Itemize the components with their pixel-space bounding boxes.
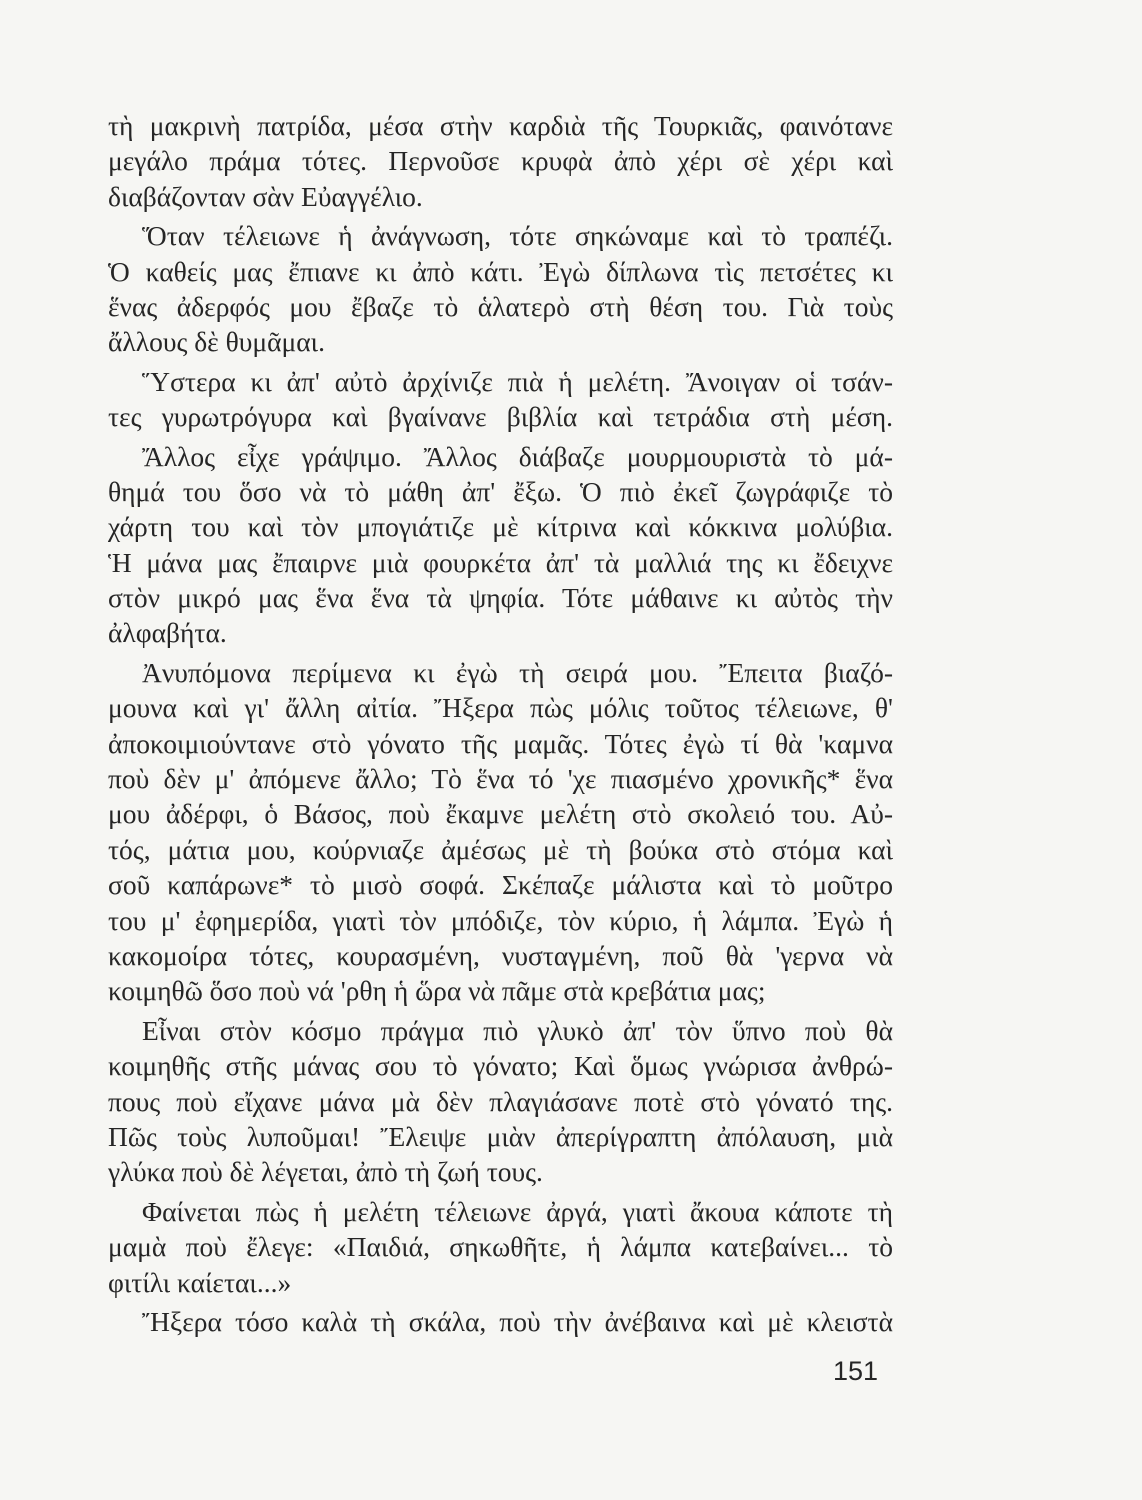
- paragraph: [108, 1304, 893, 1339]
- text-line: γλύκα ποὺ δὲ λέγεται, ἀπὸ τὴ ζωή τους.: [108, 1156, 543, 1188]
- paragraph: [108, 218, 893, 360]
- text-line: ἕνας ἀδερφός μου ἔβαζε τὸ ἁλατερὸ στὴ θέση του. Γιὰ τοὺς: [108, 290, 893, 322]
- text-line: Ὅταν τέλειωνε ἡ ἀνάγνωση, τότε σηκώναμε καὶ τὸ τραπέζι.: [142, 220, 893, 252]
- text-line: διαβάζονταν σὰν Εὐαγγέλιο.: [108, 180, 423, 212]
- text-line: τός, μάτια μου, κούρνιαζε ἀμέσως μὲ τὴ βούκα στὸ στόμα καὶ: [108, 833, 893, 865]
- page-number: 151: [832, 1356, 878, 1386]
- text-line: μουνα καὶ γι' ἄλλη αἰτία. Ἤξερα πὼς μόλις τοῦτος τέλειωνε, θ': [108, 692, 893, 724]
- text-line: Πῶς τοὺς λυποῦμαι! Ἔλειψε μιὰν ἀπερίγραπτη ἀπόλαυση, μιὰ: [108, 1120, 893, 1152]
- text-line: χάρτη του καὶ τὸν μπογιάτιζε μὲ κίτρινα καὶ κόκκινα μολύβια.: [108, 511, 893, 543]
- text-line: κοιμηθῶ ὅσο ποὺ νά 'ρθη ἡ ὥρα νὰ πᾶμε στὰ κρεβάτια μας;: [108, 975, 766, 1007]
- paragraph: [108, 1013, 893, 1190]
- paragraph: [108, 655, 893, 1009]
- text-line: Ἤξερα τόσο καλὰ τὴ σκάλα, ποὺ τὴν ἀνέβαινα καὶ μὲ κλειστὰ: [142, 1305, 893, 1337]
- text-line: Ἄλλος εἶχε γράψιμο. Ἄλλος διάβαζε μουρμουριστὰ τὸ μά-: [142, 440, 893, 472]
- text-line: πους ποὺ εἴχανε μάνα μὰ δὲν πλαγιάσανε ποτὲ στὸ γόνατό της.: [108, 1085, 893, 1117]
- text-line: μου ἀδέρφι, ὁ Βάσος, ποὺ ἔκαμνε μελέτη στὸ σκολειό του. Αὐ-: [108, 798, 893, 830]
- text-line: Ἡ μάνα μας ἔπαιρνε μιὰ φουρκέτα ἀπ' τὰ μαλλιά της κι ἔδειχνε: [108, 546, 893, 578]
- text-line: Ὕστερα κι ἀπ' αὐτὸ ἀρχίνιζε πιὰ ἡ μελέτη. Ἄνοιγαν οἱ τσάν-: [142, 365, 893, 397]
- text-line: θημά του ὅσο νὰ τὸ μάθη ἀπ' ἔξω. Ὁ πιὸ ἐκεῖ ζωγράφιζε τὸ: [108, 475, 893, 507]
- text-line: Εἶναι στὸν κόσμο πράγμα πιὸ γλυκὸ ἀπ' τὸν ὕπνο ποὺ θὰ: [142, 1014, 893, 1046]
- text-line: ἀποκοιμιούντανε στὸ γόνατο τῆς μαμᾶς. Τότες ἐγὼ τί θὰ 'καμνα: [108, 727, 893, 759]
- paragraph: [108, 439, 893, 651]
- text-line: ποὺ δὲν μ' ἀπόμενε ἄλλο; Τὸ ἕνα τό 'χε πιασμένο χρονικῆς* ἕνα: [108, 763, 893, 795]
- paragraph: [108, 364, 893, 435]
- text-line: μεγάλο πράμα τότες. Περνοῦσε κρυφὰ ἀπὸ χέρι σὲ χέρι καὶ: [108, 145, 893, 177]
- paragraph: [108, 1194, 893, 1300]
- paragraph: [108, 108, 893, 214]
- text-line: κακομοίρα τότες, κουρασμένη, νυσταγμένη, ποῦ θὰ 'γερνα νὰ: [108, 939, 893, 971]
- text-line: κοιμηθῆς στῆς μάνας σου τὸ γόνατο; Καὶ ὅμως γνώρισα ἀνθρώ-: [108, 1050, 893, 1082]
- text-line: τες γυρωτρόγυρα καὶ βγαίνανε βιβλία καὶ τετράδια στὴ μέση.: [108, 401, 893, 433]
- text-line: μαμὰ ποὺ ἔλεγε: «Παιδιά, σηκωθῆτε, ἡ λάμπα κατεβαίνει... τὸ: [108, 1231, 893, 1263]
- body-text: [108, 108, 893, 1339]
- text-line: Φαίνεται πὼς ἡ μελέτη τέλειωνε ἀργά, γιατὶ ἄκουα κάποτε τὴ: [142, 1195, 893, 1227]
- text-line: φιτίλι καίεται...»: [108, 1266, 292, 1298]
- text-line: ἀλφαβήτα.: [108, 617, 227, 649]
- text-line: στὸν μικρό μας ἕνα ἕνα τὰ ψηφία. Τότε μάθαινε κι αὐτὸς τὴν: [108, 582, 893, 614]
- text-line: σοῦ καπάρωνε* τὸ μισὸ σοφά. Σκέπαζε μάλιστα καὶ τὸ μοῦτρο: [108, 869, 893, 901]
- text-line: του μ' ἐφημερίδα, γιατὶ τὸν μπόδιζε, τὸν κύριο, ἡ λάμπα. Ἐγὼ ἡ: [108, 904, 893, 936]
- text-line: Ὁ καθείς μας ἔπιανε κι ἀπὸ κάτι. Ἐγὼ δίπλωνα τὶς πετσέτες κι: [108, 255, 893, 287]
- text-line: Ἀνυπόμονα περίμενα κι ἐγὼ τὴ σειρά μου. Ἔπειτα βιαζό-: [142, 656, 893, 688]
- text-line: τὴ μακρινὴ πατρίδα, μέσα στὴν καρδιὰ τῆς Τουρκιᾶς, φαινότανε: [108, 110, 893, 141]
- text-line: ἄλλους δὲ θυμᾶμαι.: [108, 326, 325, 358]
